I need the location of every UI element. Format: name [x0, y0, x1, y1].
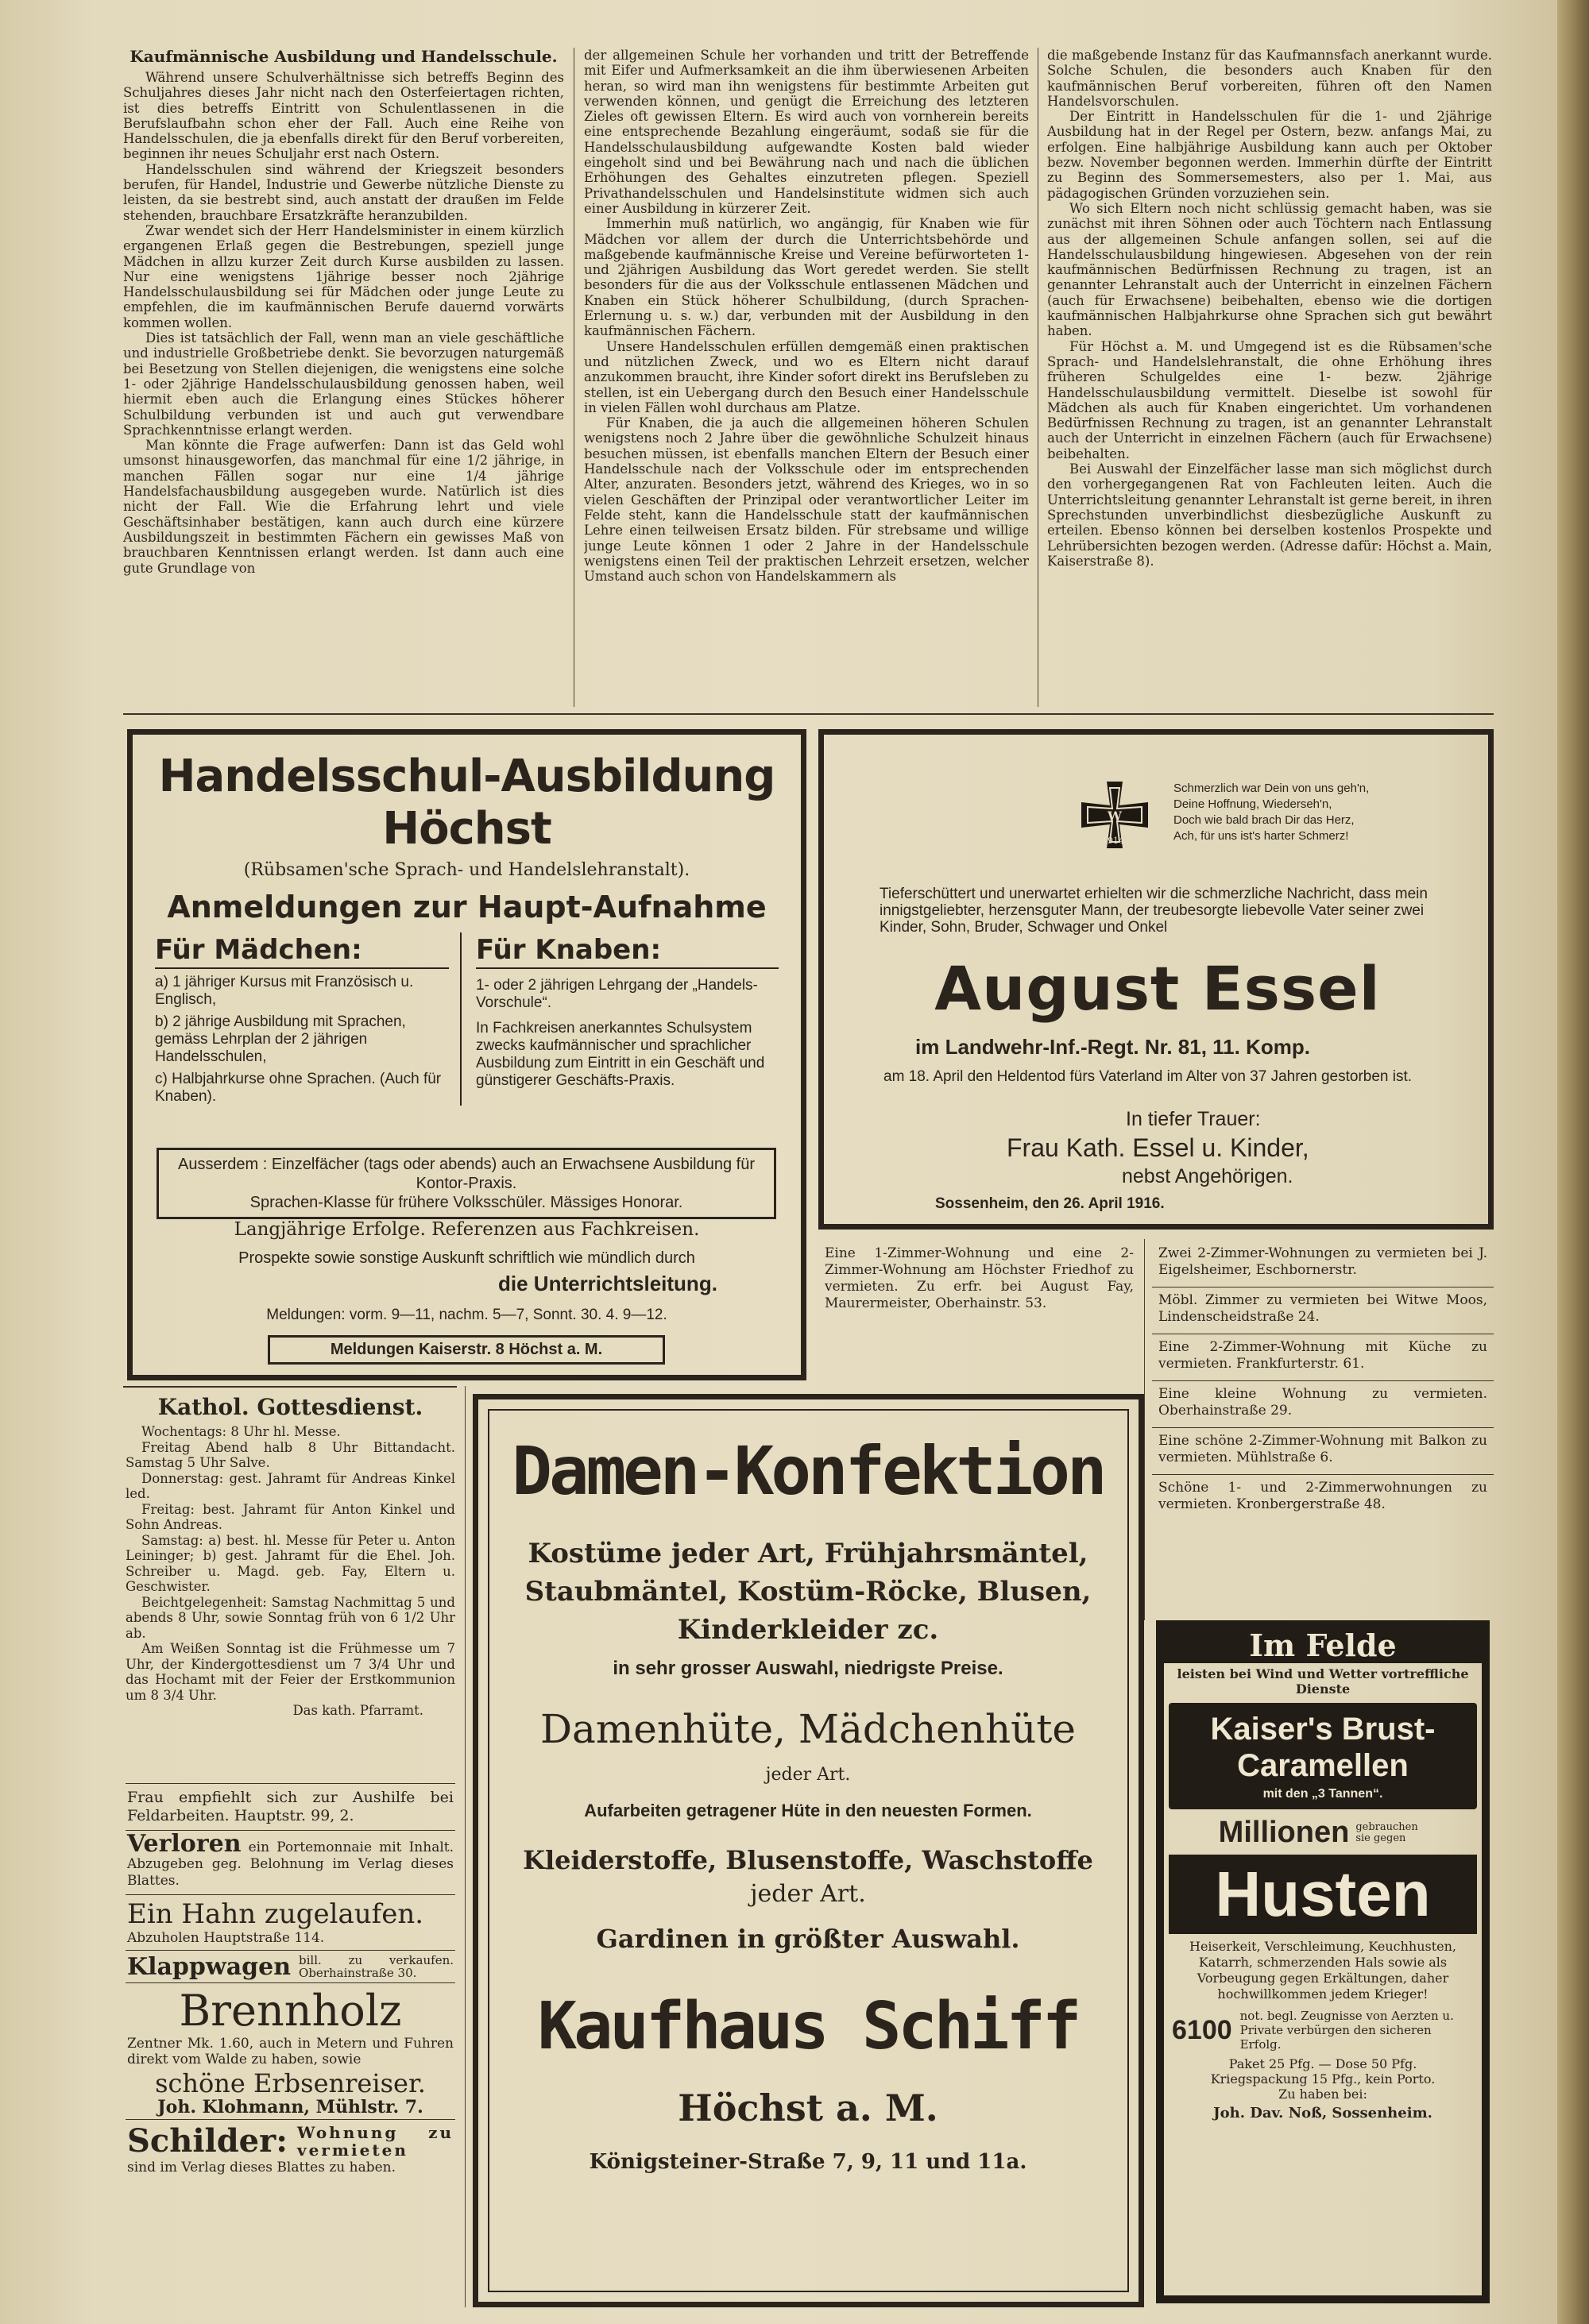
- rental-column: [1152, 1241, 1494, 1521]
- article-paragraph: Während unsere Schulverhältnisse sich betreffs Beginn des Schuljahres dieses Jahr nicht nach den Osterfeiertagen richten, ist dies betreffs Eintritt von Schulentlassenen in die Berufslaufbahn schon eher der Fall. Auch eine Reihe von Handelsschulen, die ja ebenfalls direkt für den Beruf vorbereiten, beginnen ihr neues Schuljahr erst nach Ostern.: [123, 70, 564, 162]
- iron-cross-icon: [1078, 778, 1151, 851]
- classified-hahn: [126, 1894, 455, 1950]
- konfektion-hats-line: Aufarbeiten getragener Hüte in den neuesten Formen.: [584, 1801, 1032, 1820]
- school-ad-headline: Anmeldungen zur Haupt-Aufnahme: [167, 890, 767, 925]
- girls-option-b: b) 2 jährige Ausbildung mit Sprachen, gemäss Lehrplan der 2 jährigen Handelsschulen,: [155, 1013, 406, 1065]
- caramel-notar: not. begl. Zeugnisse von Aerzten u. Private verbürgen den sicheren Erfolg.: [1239, 2009, 1454, 2052]
- classified-klappwagen: [126, 1950, 455, 1982]
- konfektion-fabrics-sub: jeder Art.: [750, 1880, 866, 1908]
- church-line: Wochentags: 8 Uhr hl. Messe.: [141, 1424, 341, 1439]
- school-prospects: Prospekte sowie sonstige Auskunft schriftlich wie mündlich durch: [238, 1249, 695, 1267]
- caramel-body: Heiserkeit, Verschleimung, Keuchhusten, Katarrh, schmerzenden Hals sowie als Vorbeugung gegen Erkältungen, daher hochwillkommen jedem Krieger!: [1189, 1939, 1456, 2002]
- section-divider: [123, 713, 1494, 715]
- article-paragraph: der allgemeinen Schule her vorhanden und tritt der Betreffende mit Eifer und Aufmerksamkeit an die ihm überwiesenen Arbeiten heran, so wird man ihn wenigstens für bestimmte Arbeiten gut verwenden können, und genügt die Erreichung des letzteren Zieles oft gewissen Eltern. Es wird auch von vornherein bereits eine entsprechende Bezahlung eingeräumt, sodaß sie für die Handelsschulausbildung aufgewandte Kosten bald wieder eingeholt sind und bei Bewährung nach und nach die üblichen Erhöhungen des Gehaltes einzutreten pflegen. Speziell Privathandelsschulen und Handelsinstitute widmen sich auch einer Ausbildung in kürzerer Zeit.: [584, 48, 1029, 216]
- store-city: Höchst a. M.: [678, 2087, 938, 2129]
- article-column-3: [1047, 48, 1492, 707]
- church-line: Freitag: best. Jahramt für Anton Kinkel und Sohn Andreas.: [126, 1501, 455, 1532]
- poem-line: Doch wie bald brach Dir das Herz,: [1173, 813, 1355, 827]
- iron-cross-year: 1914: [1102, 836, 1124, 846]
- caramel-millionen: Millionen: [1218, 1816, 1350, 1849]
- school-leitung: die Unterrichtsleitung.: [498, 1272, 717, 1295]
- rental-ad: Schöne 1- und 2-Zimmerwohnungen zu vermieten. Kronbergerstraße 48.: [1152, 1474, 1494, 1521]
- extra-courses-box: [157, 1148, 776, 1219]
- konfektion-line-4: in sehr grosser Auswahl, niedrigste Preise.: [613, 1658, 1003, 1679]
- konfektion-title: Damen-Konfektion: [512, 1432, 1104, 1510]
- caramel-tannen: mit den „3 Tannen“.: [1262, 1787, 1383, 1801]
- school-ad: [127, 729, 806, 1380]
- rental-ad: Eine 2-Zimmer-Wohnung mit Küche zu vermieten. Frankfurterstr. 61.: [1152, 1334, 1494, 1380]
- language-class: Sprachen-Klasse für frühere Volksschüler. Mässiges Honorar.: [249, 1194, 683, 1211]
- church-title: Kathol. Gottesdienst.: [157, 1394, 423, 1420]
- deceased-name: August Essel: [934, 953, 1381, 1024]
- death-date: am 18. April den Heldentod fürs Vaterland im Alter von 37 Jahren gestorben ist.: [883, 1068, 1413, 1085]
- caramel-husten: Husten: [1169, 1855, 1477, 1934]
- school-hours: Meldungen: vorm. 9—11, nachm. 5—7, Sonnt. 30. 4. 9—12.: [266, 1307, 667, 1323]
- classified-verloren: [126, 1830, 455, 1894]
- article-paragraph: Dies ist tatsächlich der Fall, wenn man an viele geschäftliche und industrielle Großbetriebe denkt. Sie bevorzugen naturgemäß bei Besetzung von Stellen diejenigen, die wenigstens eine solche 1- oder 2jährige Handelsschulausbildung genossen haben, weil hiermit eben auch die Erlangung eines Stückes höherer Schulbildung verbunden ist und auch gut verwendbare Sprachkenntnisse erlangt werden.: [123, 330, 564, 438]
- store-address: Königsteiner-Straße 7, 9, 11 und 11a.: [589, 2150, 1027, 2174]
- article-paragraph: Bei Auswahl der Einzelfächer lasse man sich möglichst durch den vorhergegangenen Rat von Fachleuten leiten. Auch die Unterrichtsleitung genannter Lehranstalt ist gerne bereit, in ihren Sprechstunden unverbindlichst diesbezügliche Auskunft zu erteilen. Ebenso können bei derselben kostenlos Prospekte und Lehrübersichten bezogen werden. (Adresse dafür: Höchst a. Main, Kaiserstraße 8).: [1047, 461, 1492, 569]
- article-column-2: [584, 48, 1029, 707]
- classified-brennholz: [126, 1982, 455, 2119]
- girls-option-a: a) 1 jähriger Kursus mit Französisch u. Englisch,: [155, 974, 414, 1008]
- death-intro: Tieferschüttert und unerwartet erhielten wir die schmerzliche Nachricht, dass mein innigstgeliebter, herzensguter Mann, der treubesorgte liebevolle Vater seiner zwei Kinder, Sohn, Bruder, Schwager und Onkel: [880, 886, 1428, 936]
- konfektion-hats-sub: jeder Art.: [765, 1765, 851, 1785]
- caramel-gebrauchen: gebrauchen sie gegen: [1355, 1820, 1418, 1844]
- caramel-ad: [1156, 1620, 1490, 2303]
- caramel-brand-box: [1169, 1703, 1477, 1809]
- verloren-heading: Verloren: [127, 1830, 242, 1858]
- church-line: Freitag Abend halb 8 Uhr Bittandacht. Samstag 5 Uhr Salve.: [126, 1439, 455, 1470]
- klappwagen-text: bill. zu verkaufen. Oberhainstraße 30.: [299, 1953, 454, 1980]
- classifieds: [126, 1783, 455, 2179]
- relatives: nebst Angehörigen.: [1122, 1165, 1293, 1187]
- poem-line: Schmerzlich war Dein von uns geh'n,: [1173, 782, 1370, 795]
- caramel-brand: Kaiser's Brust-Caramellen: [1210, 1712, 1436, 1783]
- konfektion-curtains: Gardinen in größter Auswahl.: [596, 1924, 1020, 1954]
- article-paragraph: Immerhin muß natürlich, wo angängig, für Knaben wie für Mädchen vor allem der durch die Unterrichtsbehörde und maßgebende kaufmännische Kreise und Vereine befürworteten 1- und 2jährigen Ausbildung das Wort geredet werden. Sie stellt besonders für die aus der Volksschule entlassenen Mädchen und Knaben ein Stück höherer Schulbildung, (durch Sprachen-Erlernung u. s. w.) dar, verbunden mit der Ausbildung in den kaufmännischen Fächern.: [584, 216, 1029, 339]
- extra-courses: Ausserdem : Einzelfächer (tags oder abends) auch an Erwachsene Ausbildung für Kontor-Praxis.: [178, 1156, 755, 1192]
- classified-frau: Frau empfiehlt sich zur Aushilfe bei Feldarbeiten. Hauptstr. 99, 2.: [126, 1783, 455, 1830]
- boys-description: In Fachkreisen anerkanntes Schulsystem zwecks kaufmännischer und sprachlicher Ausbildung zum Eintritt in ein Geschäft und günstigerer Geschäfts-Praxis.: [476, 1020, 765, 1089]
- caramel-price: Paket 25 Pfg. — Dose 50 Pfg.: [1228, 2056, 1417, 2071]
- konfektion-ad: [473, 1394, 1144, 2307]
- rental-ad: Eine schöne 2-Zimmer-Wohnung mit Balkon zu vermieten. Mühlstraße 6.: [1152, 1427, 1494, 1474]
- hahn-address: Abzuholen Hauptstraße 114.: [127, 1930, 325, 1946]
- konfektion-fabrics: Kleiderstoffe, Blusenstoffe, Waschstoffe: [523, 1845, 1093, 1875]
- girls-section: [155, 932, 462, 1106]
- article-title: Kaufmännische Ausbildung und Handelsschule.: [130, 48, 558, 66]
- store-name: Kaufhaus Schiff: [537, 1989, 1079, 2064]
- deceased-unit: im Landwehr-Inf.-Regt. Nr. 81, 11. Komp.: [915, 1035, 1310, 1059]
- classified-schilder: [126, 2119, 455, 2179]
- klappwagen-heading: Klappwagen: [127, 1952, 292, 1981]
- article-paragraph: Zwar wendet sich der Herr Handelsminister in einem kürzlich ergangenen Erlaß gegen die Bestrebungen, speziell junge Mädchen in allzu kurzer Zeit durch Kurse ausbilden zu lassen. Nur eine wenigstens 1jährige besser noch 2jährige Handelsschulausbildung sei für Mädchen oder junge Leute zu empfehlen, die im kaufmännischen Berufe dauernd vorwärts kommen wollen.: [123, 222, 564, 330]
- caramel-dealer: Joh. Dav. Noß, Sossenheim.: [1213, 2105, 1432, 2121]
- school-ad-title: Handelsschul-Ausbildung Höchst: [158, 751, 775, 855]
- widow-name: Frau Kath. Essel u. Kinder,: [1007, 1133, 1309, 1162]
- konfektion-hats: Damenhüte, Mädchenhüte: [539, 1706, 1077, 1752]
- konfektion-line-2: Staubmäntel, Kostüm-Röcke, Blusen,: [524, 1576, 1092, 1608]
- article-paragraph: Handelsschulen sind während der Kriegszeit besonders berufen, für Handel, Industrie und Gewerbe nützliche Dienste zu leisten, da sie bestrebt sind, auch anstatt der draußen im Felde stehenden, brauchbare Ersatzkräfte heranzubilden.: [123, 161, 564, 223]
- article-paragraph: Für Höchst a. M. und Umgegend ist es die Rübsamen'sche Sprach- und Handelslehranstalt, die ohne Erhöhung ihres früheren Schulgeldes eine 1- bezw. 2jährige Handelsschulausbildung vermittelt. Dieselbe ist sowohl für Mädchen als auch für Knaben eingerichtet. Um vorhandenen Bedürfnissen Rechnung zu tragen, ist an genannter Lehranstalt auch der Unterricht in einzelnen Fächern (auch für Erwachsene) beibehalten.: [1047, 338, 1492, 461]
- article-paragraph: Unsere Handelsschulen erfüllen demgemäß einen praktischen und nützlichen Zweck, und wo es Eltern nicht darauf anzukommen braucht, ihre Kinder sofort direkt ins Berufsleben zu stellen, ist ein Uebergang durch den Besuch einer Handelsschule in vielen Fällen wohl durchaus am Platze.: [584, 338, 1029, 415]
- svg-text:W: W: [1108, 809, 1122, 824]
- poem-line: Deine Hoffnung, Wiederseh'n,: [1173, 797, 1332, 811]
- girls-option-c: c) Halbjahrkurse ohne Sprachen. (Auch für Knaben).: [155, 1071, 442, 1105]
- article-column-1: [123, 48, 564, 707]
- church-line: Beichtgelegenheit: Samstag Nachmittag 5 und abends 8 Uhr, sowie Sonntag früh von 6 1/2 Uhr ab.: [126, 1594, 455, 1641]
- brennholz-heading: Brennholz: [179, 1986, 402, 2036]
- page-binding-edge: [1557, 0, 1589, 2324]
- rental-ad: Zwei 2-Zimmer-Wohnungen zu vermieten bei J. Eigelsheimer, Eschbornerstr.: [1158, 1245, 1487, 1278]
- death-poem: [1173, 781, 1444, 844]
- poem-line: Ach, für uns ist's harter Schmerz!: [1173, 829, 1349, 843]
- boys-heading: Für Knaben:: [476, 932, 779, 969]
- article-paragraph: Für Knaben, die ja auch die allgemeinen höheren Schulen wenigstens noch 2 Jahre über die gewöhnliche Schulzeit hinaus besuchen müssen, ist ebenfalls manchen Eltern der Besuch einer Handelsschule nach der Volksschule oder im entsprechenden Alter, anzuraten. Besonders jetzt, während des Krieges, wo in so vielen Geschäften der Prinzipal oder verantwortlicher Leiter im Felde steht, kann die Handelsschule statt der kaufmännischen Lehre einen teilweisen Ersatz bilden. Für strebsame und willige junge Leute können 1 oder 2 Jahre in der Handelsschule wenigstens einen Teil der praktischen Lehrzeit ersetzen, welcher Umstand auch schon von Handelskammern als: [584, 415, 1029, 585]
- rental-ad: Eine kleine Wohnung zu vermieten. Oberhainstraße 29.: [1152, 1380, 1494, 1427]
- caramel-number: 6100: [1172, 2014, 1232, 2045]
- article-paragraph: Man könnte die Frage aufwerfen: Dann ist das Geld wohl umsonst hinausgeworfen, das manchmal für eine 1/2 jährige, in manchen Fällen sogar nur eine 1/4 jährige Handelsfachausbildung ausgegeben wurde. Natürlich ist dies nicht der Fall. Wie die Erfahrung lehrt und viele Geschäftsinhaber bestätigen, kann auch durch eine kürzere Ausbildungszeit in bestimmten Fächern ein gewisses Maß von brauchbaren Kenntnissen erlangt werden. Ist dann auch eine gute Grundlage von: [123, 438, 564, 576]
- caramel-subline: leisten bei Wind und Wetter vortreffliche Dienste: [1177, 1666, 1469, 1697]
- schilder-heading: Schilder:: [127, 2122, 288, 2160]
- caramel-im-felde: Im Felde: [1164, 1628, 1482, 1663]
- konfektion-line-1: Kostüme jeder Art, Frühjahrsmäntel,: [528, 1538, 1088, 1569]
- boys-section: [462, 932, 779, 1106]
- church-signature: Das kath. Pfarramt.: [292, 1703, 423, 1718]
- verloren-text: ein Portemonnaie mit Inhalt. Abzugeben geg. Belohnung im Verlag dieses Blattes.: [127, 1840, 454, 1889]
- schilder-right: Wohnung zu vermieten: [296, 2123, 454, 2160]
- rental-ad: Möbl. Zimmer zu vermieten bei Witwe Moos, Lindenscheidstraße 24.: [1152, 1287, 1494, 1334]
- column-rule: [1144, 1239, 1145, 1620]
- school-address: Meldungen Kaiserstr. 8 Höchst a. M.: [268, 1335, 665, 1365]
- caramel-zu-haben: Zu haben bei:: [1278, 2087, 1367, 2102]
- article-paragraph: Der Eintritt in Handelsschulen für die 1- und 2jährige Ausbildung hat in der Regel per Ostern, bezw. anfangs Mai, zu erfolgen. Eine halbjährige Ausbildung kann auch per Oktober bezw. November begonnen werden. Immerhin dürfte der Eintritt zu Beginn des Sommersemesters, also per 1. Mai, aus pädagogischen Gründen vorzuziehen sein.: [1047, 109, 1492, 201]
- mourning-label: In tiefer Trauer:: [1126, 1108, 1261, 1130]
- section-divider: [123, 1386, 457, 1388]
- schilder-text: sind im Verlag dieses Blattes zu haben.: [127, 2160, 396, 2175]
- girls-heading: Für Mädchen:: [155, 932, 449, 969]
- klohmann-name: Joh. Klohmann, Mühlstr. 7.: [157, 2097, 423, 2117]
- column-rule: [465, 1386, 466, 2307]
- church-line: Am Weißen Sonntag ist die Frühmesse um 7 Uhr, der Kindergottesdienst um 7 3/4 Uhr und das Hochamt mit der Feier der Erstkommunion um 8 3/4 Uhr.: [126, 1641, 455, 1703]
- caramel-kriegs: Kriegspackung 15 Pfg., kein Porto.: [1210, 2071, 1436, 2087]
- school-ad-subtitle: (Rübsamen'sche Sprach- und Handelslehranstalt).: [243, 860, 690, 880]
- school-success: Langjährige Erfolge. Referenzen aus Fachkreisen.: [234, 1219, 700, 1240]
- church-line: Donnerstag: gest. Jahramt für Andreas Kinkel led.: [126, 1470, 455, 1501]
- brennholz-text: Zentner Mk. 1.60, auch in Metern und Fuhren direkt vom Walde zu haben, sowie: [127, 2036, 454, 2067]
- church-line: Samstag: a) best. hl. Messe für Peter u. Anton Leininger; b) gest. Jahramt für die Ehel. Joh. Schreiber u. Magd. geb. Fay, Eltern u. Geschwister.: [126, 1532, 455, 1594]
- rental-ad-fay: Eine 1-Zimmer-Wohnung und eine 2-Zimmer-Wohnung am Höchster Friedhof zu vermieten. Zu erfr. bei August Fay, Maurermeister, Oberhainstr. 53.: [825, 1245, 1134, 1311]
- konfektion-line-3: Kinderkleider zc.: [677, 1614, 939, 1646]
- article-paragraph: Wo sich Eltern noch nicht schlüssig gemacht haben, was sie zunächst mit ihren Söhnen oder auch Töchtern nach Entlassung aus der allgemeinen Schule anfangen sollen, sei auf die Handelsschulausbildung hingewiesen. Abgesehen von der rein kaufmännischen Bedürfnissen Rechnung zu tragen, ist an genannter Lehranstalt auch der Unterricht in einzelnen Fächern (auch für Erwachsene) beibehalten, ebenso wie die dortigen kaufmännischen Halbjahrkurse ohne Sprachen sich gut bewährt haben.: [1047, 200, 1492, 339]
- death-place-date: Sossenheim, den 26. April 1916.: [935, 1195, 1165, 1212]
- church-notice: [126, 1394, 455, 1719]
- article-paragraph: die maßgebende Instanz für das Kaufmannsfach anerkannt wurde. Solche Schulen, die besonders auch Knaben für den kaufmännischen Beruf vorbereiten, führen oft den Namen Handelsvorschulen.: [1047, 48, 1492, 109]
- erbsen-heading: schöne Erbsenreiser.: [155, 2068, 426, 2098]
- death-notice: [818, 729, 1494, 1230]
- boys-option: 1- oder 2 jährigen Lehrgang der „Handels-Vorschule“.: [476, 977, 758, 1011]
- hahn-heading: Ein Hahn zugelaufen.: [127, 1898, 424, 1930]
